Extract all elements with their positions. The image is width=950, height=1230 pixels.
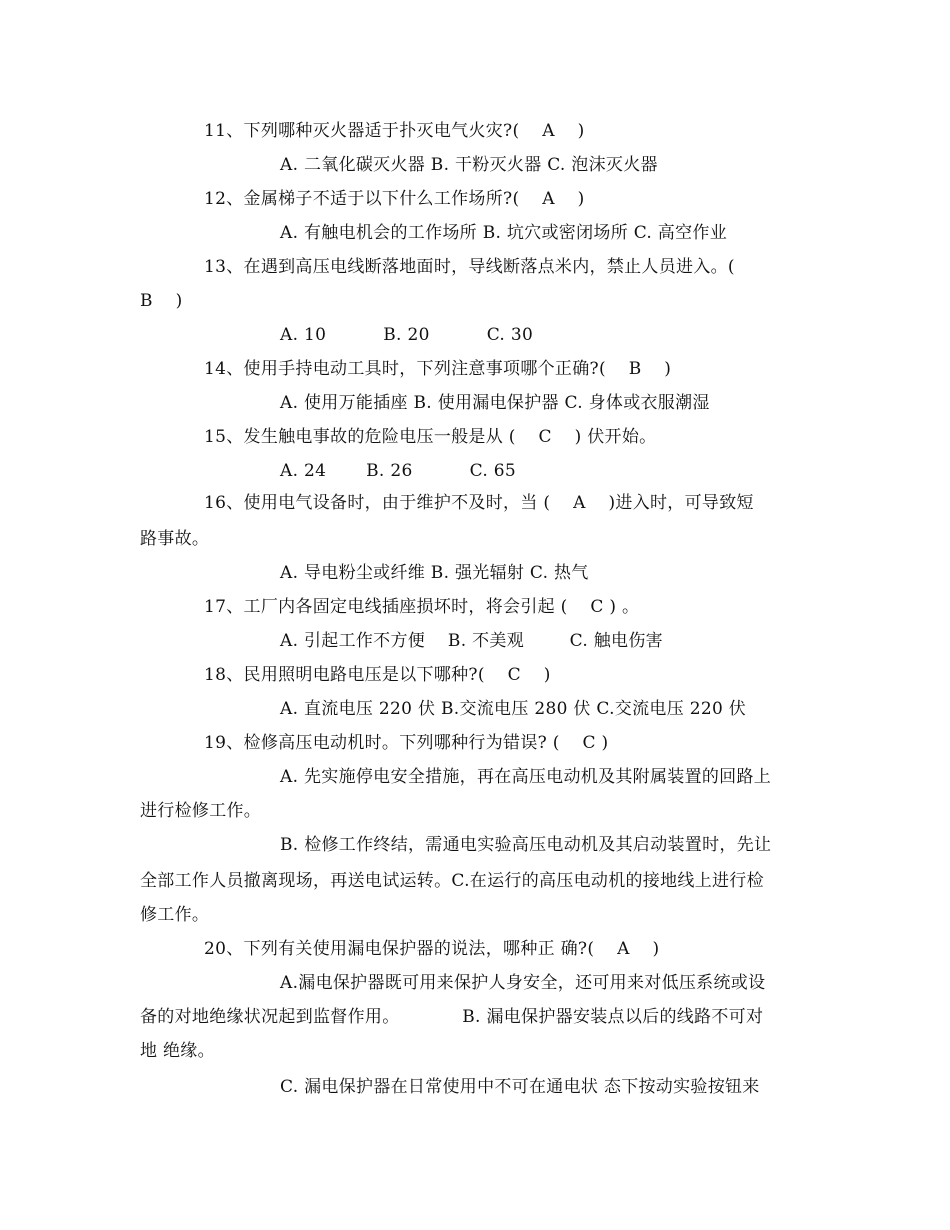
continuation-line: 备的对地绝缘状况起到监督作用。 B. 漏电保护器安装点以后的线路不可对 — [140, 1007, 764, 1027]
continuation-line: 路事故。 — [140, 529, 210, 549]
question-line: 20、下列有关使用漏电保护器的说法，哪种正 确?( A ) — [204, 939, 660, 959]
options-line: A. 有触电机会的工作场所 B. 坑穴或密闭场所 C. 高空作业 — [280, 223, 727, 243]
continuation-line: B ) — [140, 291, 183, 311]
options-line: A. 先实施停电安全措施，再在高压电动机及其附属装置的回路上 — [280, 767, 772, 787]
options-line: A. 使用万能插座 B. 使用漏电保护器 C. 身体或衣服潮湿 — [280, 393, 710, 413]
continuation-line: 修工作。 — [140, 905, 210, 925]
options-line: A. 引起工作不方便 B. 不美观 C. 触电伤害 — [280, 631, 663, 651]
options-line: A. 二氧化碳灭火器 B. 干粉灭火器 C. 泡沫灭火器 — [280, 155, 658, 175]
options-line: A. 10 B. 20 C. 30 — [280, 325, 534, 345]
options-line: A.漏电保护器既可用来保护人身安全，还可用来对低压系统或设 — [280, 973, 766, 993]
question-line: 18、民用照明电路电压是以下哪种?( C ) — [204, 665, 551, 685]
question-line: 12、金属梯子不适于以下什么工作场所?( A ) — [204, 189, 585, 209]
question-line: 19、检修高压电动机时。下列哪种行为错误? ( C ) — [204, 733, 609, 753]
options-line: C. 漏电保护器在日常使用中不可在通电状 态下按动实验按钮来 — [280, 1077, 760, 1097]
options-line: A. 导电粉尘或纤维 B. 强光辐射 C. 热气 — [280, 563, 589, 583]
options-line: A. 直流电压 220 伏 B.交流电压 280 伏 C.交流电压 220 伏 — [280, 699, 747, 719]
question-line: 11、下列哪种灭火器适于扑灭电气火灾?( A ) — [204, 121, 585, 141]
question-line: 14、使用手持电动工具时，下列注意事项哪个正确?( B ) — [204, 359, 672, 379]
continuation-line: 全部工作人员撤离现场，再送电试运转。C.在运行的高压电动机的接地线上进行检 — [140, 871, 764, 891]
question-line: 13、在遇到高压电线断落地面时，导线断落点米内，禁止人员进入。( — [204, 257, 735, 277]
question-line: 15、发生触电事故的危险电压一般是从 ( C ) 伏开始。 — [204, 427, 657, 447]
continuation-line: 地 绝缘。 — [140, 1041, 215, 1061]
question-line: 17、工厂内各固定电线插座损坏时，将会引起 ( C ) 。 — [204, 597, 640, 617]
continuation-line: 进行检修工作。 — [140, 801, 262, 821]
options-line: B. 检修工作终结，需通电实验高压电动机及其启动装置时，先让 — [280, 835, 772, 855]
question-line: 16、使用电气设备时，由于维护不及时，当 ( A )进入时，可导致短 — [204, 493, 754, 513]
options-line: A. 24 B. 26 C. 65 — [280, 461, 516, 481]
